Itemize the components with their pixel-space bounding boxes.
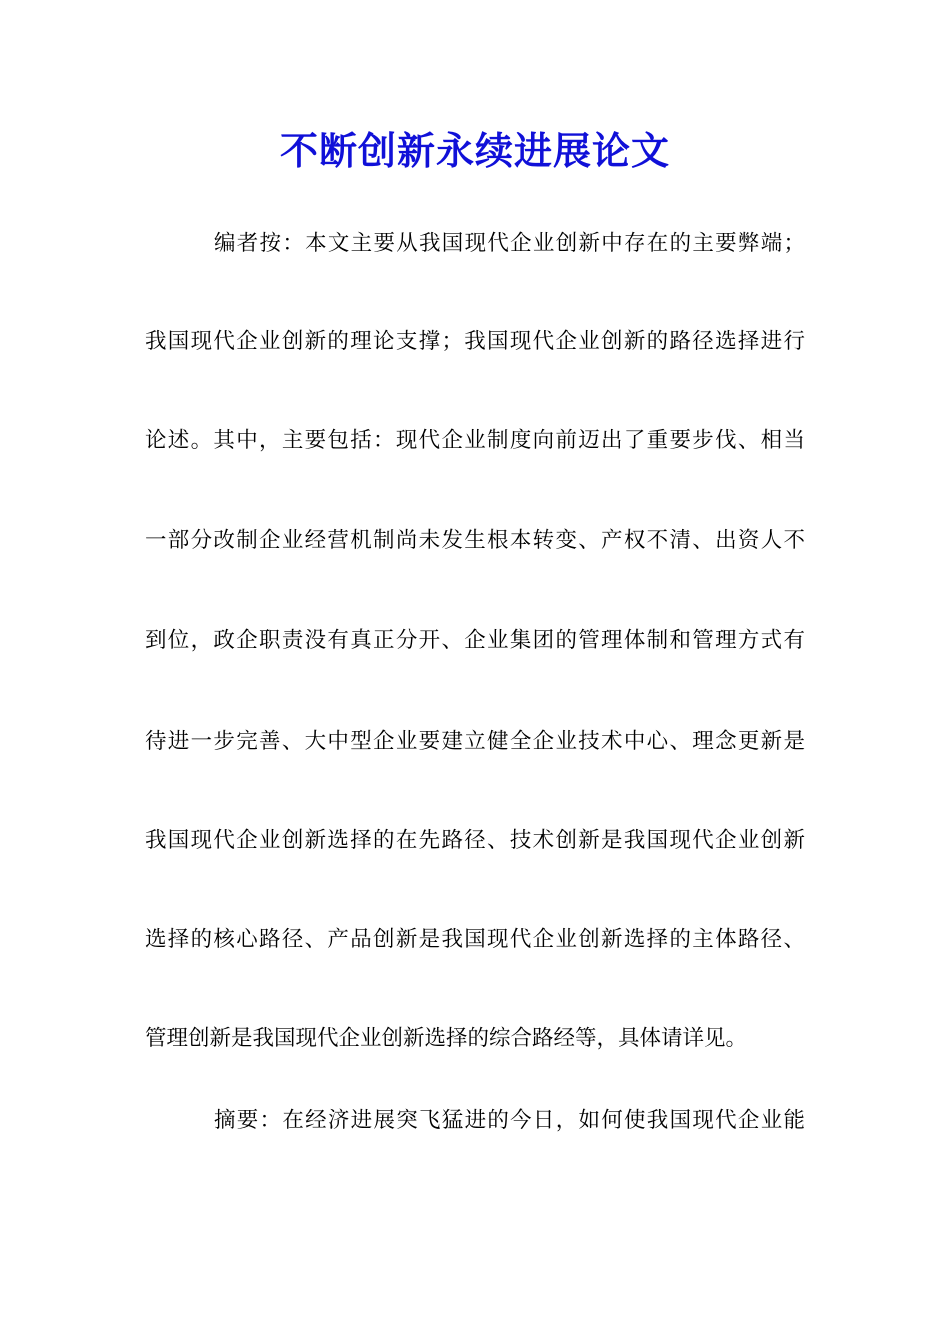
paragraph-line-1: 编者按：本文主要从我国现代企业创新中存在的主要弊端； — [214, 231, 805, 256]
paragraph-line-2: 我国现代企业创新的理论支撑；我国现代企业创新的路径选择进行 — [145, 329, 805, 354]
paragraph-line-3: 论述。其中，主要包括：现代企业制度向前迈出了重要步伐、相当 — [145, 428, 805, 453]
paragraph-line-4: 一部分改制企业经营机制尚未发生根本转变、产权不清、出资人不 — [145, 528, 805, 553]
abstract-line-1: 摘要：在经济进展突飞猛进的今日，如何使我国现代企业能 — [214, 1108, 805, 1133]
paragraph-line-6: 待进一步完善、大中型企业要建立健全企业技术中心、理念更新是 — [145, 729, 805, 754]
paragraph-line-9: 管理创新是我国现代企业创新选择的综合路经等，具体请详见。 — [145, 1026, 748, 1051]
paragraph-line-7: 我国现代企业创新选择的在先路径、技术创新是我国现代企业创新 — [145, 828, 805, 853]
document-title: 不断创新永续进展论文 — [279, 128, 670, 173]
paragraph-line-8: 选择的核心路径、产品创新是我国现代企业创新选择的主体路径、 — [145, 927, 805, 952]
paragraph-line-5: 到位，政企职责没有真正分开、企业集团的管理体制和管理方式有 — [145, 628, 805, 653]
